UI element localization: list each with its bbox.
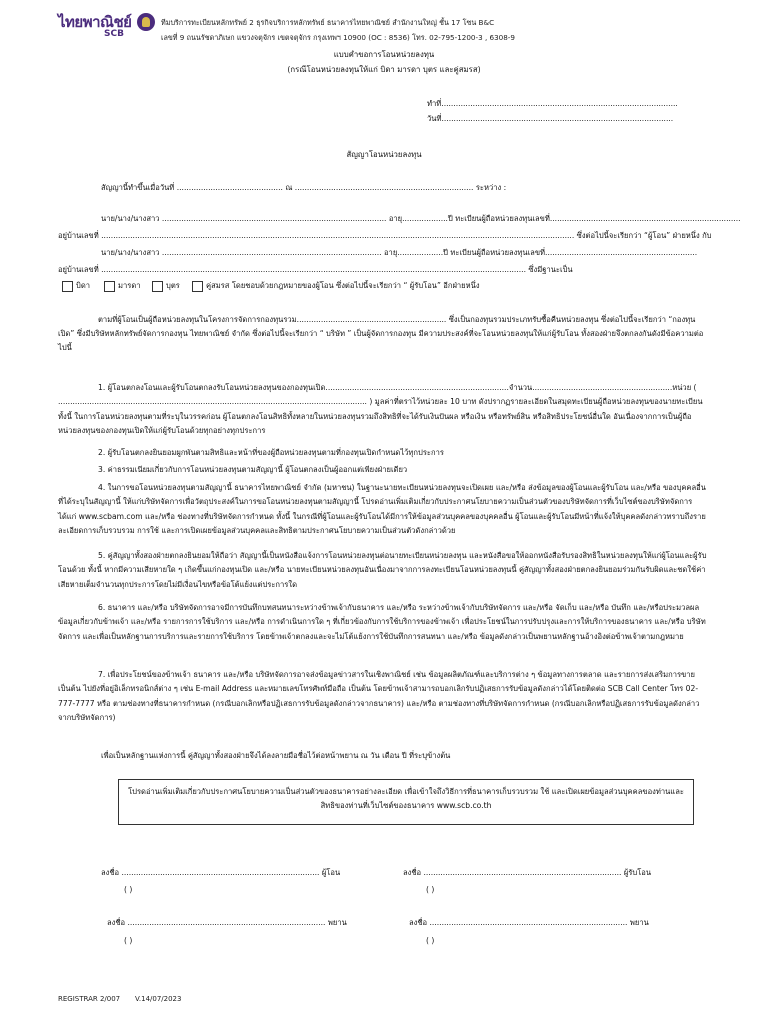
privacy-notice-box: [118, 779, 694, 825]
date-field[interactable]: วันที่................................................................................................: [427, 114, 674, 123]
witness2-signature[interactable]: [409, 918, 649, 927]
form-title: แบบคำขอการโอนหน่วยลงทุน: [333, 50, 435, 59]
scb-emblem-icon: [137, 13, 155, 31]
notice-line1: โปรดอ่านเพิ่มเติมเกี่ยวกับประกาศนโยบายความเป็นส่วนตัวของธนาคารอย่างละเอียด เพื่อเข้าใจถึงวิธีการที่ธนาคารเก็บรวบรวม ใช้ และเปิดเผยข้อมูลส่วนบุคคลของท่านและ: [128, 787, 684, 796]
form-code: REGISTRAR 2/007: [58, 995, 121, 1003]
sign-label: ลงชื่อ: [403, 868, 422, 877]
clause-3: 3. ค่าธรรมเนียมเกี่ยวกับการโอนหน่วยลงทุนตามสัญญานี้ ผู้โอนตกลงเป็นผู้ออกแต่เพียงฝ่ายเดียว: [98, 465, 408, 474]
transferee-name-paren[interactable]: ( ): [426, 885, 435, 894]
logo-text: ไทยพาณิชย์: [58, 13, 132, 31]
form-subtitle: (กรณีโอนหน่วยลงทุนให้แก่ บิดา มารดา บุตร และคู่สมรส): [287, 65, 481, 74]
section-title: สัญญาโอนหน่วยลงทุน: [346, 150, 422, 159]
transferee-name-line[interactable]: นาย/นาง/นางสาว ........................................................................................... อายุ...................ปี ทะเบียนผู้ถือหน่วยลงทุนเลขที่...............................................................: [101, 248, 698, 257]
clause-7: 7. เพื่อประโยชน์ของข้าพเจ้า ธนาคาร และ/หรือ บริษัทจัดการอาจส่งข้อมูลข่าวสารในเชิงพาณิชย์ เช่น ข้อมูลผลิตภัณฑ์และบริการต่าง ๆ ข้อมูลทางการตลาด และรายการส่งเสริมการขาย เป็นต้น ไปยังที่อยู่อิเล็กทรอนิกส์ต่าง ๆ เช่น E-mail Address และหมายเลขโทรศัพท์มือถือ เป็นต้น โดยข้าพเจ้าสามารถบอกเลิกรับปฏิเสธการรับข้อมูลดังกล่าวได้โดยติดต่อ SCB Call Center โทร 02-777-7777 หรือ ตามช่องทางที่ธนาคารกำหนด (กรณีบอกเลิกหรือปฏิเสธการรับข้อมูลดังกล่าวจากธนาคาร) และ/หรือ ตามช่องทางที่บริษัทจัดการกำหนด (กรณีบอกเลิกหรือปฏิเสธการรับข้อมูลดังกล่าวจากบริษัทจัดการ): [58, 670, 700, 722]
sign-line: ..................................................................................: [429, 918, 628, 927]
clause-6: 6. ธนาคาร และ/หรือ บริษัทจัดการอาจมีการบันทึกบทสนทนาระหว่างข้าพเจ้ากับธนาคาร และ/หรือ ระหว่างข้าพเจ้ากับบริษัทจัดการ และ/หรือ จัดเก็บ และ/หรือ บันทึก และ/หรือประมวลผลข้อมูลเกี่ยวกับข้าพเจ้า และ/หรือ รายการการใช้บริการ และ/หรือ การดำเนินการใด ๆ ที่เกี่ยวข้องกับการใช้บริการของข้าพเจ้า เพื่อประโยชน์ในการปรับปรุงและการให้บริการของธนาคาร และ/หรือ บริษัทจัดการ และเพื่อเป็นหลักฐานการบริการและรายการใช้บริการ โดยข้าพเจ้าตกลงและจะไม่โต้แย้งการใช้บันทึกการสนทนา และ/หรือ ข้อมูลดังกล่าวเป็นพยานหลักฐานอ้างอิงต่อข้าพเจ้าตามกฎหมาย: [58, 603, 706, 641]
transferee-address-line[interactable]: อยู่บ้านเลขที่ ................................................................................................................................................................................ ซึ่งมีฐานะเป็น: [58, 265, 573, 274]
written-at-field[interactable]: ทำที่..................................................................................................: [427, 99, 678, 108]
sign-label: ลงชื่อ: [409, 918, 428, 927]
transferor-name-paren[interactable]: ( ): [124, 885, 133, 894]
transferee-signature[interactable]: [403, 868, 651, 877]
notice-line2: สิทธิของท่านที่เว็บไซต์ของธนาคาร www.scb.co.th: [320, 801, 492, 811]
clause-2: 2. ผู้รับโอนตกลงยินยอมผูกพันตามสิทธิและหน้าที่ของผู้ถือหน่วยลงทุนตามที่กองทุนเปิดกำหนดไว้ทุกประการ: [98, 448, 444, 457]
sign-line: ..................................................................................: [423, 868, 622, 877]
clause-5: 5. คู่สัญญาทั้งสองฝ่ายตกลงยินยอมให้ถือว่า สัญญานี้เป็นหนังสือแจ้งการโอนหน่วยลงทุนต่อนายทะเบียนหน่วยลงทุน และหนังสือขอให้ออกหนังสือรับรองสิทธิในหน่วยลงทุนให้แก่ผู้โอนและผู้รับโอนด้วย ทั้งนี้ หากมีความเสียหายใด ๆ เกิดขึ้นแก่กองทุนเปิด และ/หรือ นายทะเบียนหน่วยลงทุนอันเนื่องมาจากการลงทะเบียนโอนหน่วยลงทุนนี้ คู่สัญญาทั้งสองฝ่ายตกลงยินยอมร่วมกันรับผิดและชดใช้ค่าเสียหายเต็มจำนวนทุกประการโดยไม่มีเงื่อนไขหรือข้อโต้แย้งแต่ประการใด: [58, 551, 707, 589]
witness1-name-paren[interactable]: ( ): [124, 936, 133, 945]
sign-line: ..................................................................................: [127, 918, 326, 927]
label-mother: มารดา: [118, 281, 141, 290]
transferor-signature[interactable]: [101, 868, 340, 877]
logo-sub: SCB: [104, 29, 124, 39]
label-spouse: คู่สมรส โดยชอบด้วยกฎหมายของผู้โอน ซึ่งต่อไปนี้จะเรียกว่า “ ผู้รับโอน” อีกฝ่ายหนึ่ง: [206, 281, 480, 290]
sign-line: ..................................................................................: [121, 868, 320, 877]
label-child: บุตร: [166, 281, 180, 290]
role-transferor: ผู้โอน: [321, 868, 341, 877]
checkbox-father[interactable]: [62, 281, 73, 292]
form-version: V.14/07/2023: [135, 995, 182, 1003]
preamble: ตามที่ผู้โอนเป็นผู้ถือหน่วยลงทุนในโครงการจัดการกองทุนรวม.............................................................. ซึ่งเป็นกองทุนรวมประเภทรับซื้อคืนหน่วยลงทุน ซึ่งต่อไปนี้จะเรียกว่า “กองทุนเปิด” ซึ่งมีบริษัทหลักทรัพย์จัดการกองทุน ไทยพาณิชย์ จำกัด ซึ่งต่อไปนี้จะเรียกว่า “ บริษัท ” เป็นผู้จัดการกองทุน มีความประสงค์ที่จะโอนหน่วยลงทุนให้แก่ผู้รับโอน ทั้งสองฝ่ายจึงตกลงกันดังมีข้อความต่อไปนี้: [58, 315, 704, 352]
role-witness: พยาน: [629, 918, 649, 927]
clause-1: 1. ผู้โอนตกลงโอนและผู้รับโอนตกลงรับโอนหน่วยลงทุนของกองทุนเปิด............................................................................จำนวน..........................................................หน่วย ( ................................................................................................................................ ) มูลค่าที่ตราไว้หน่วยละ 10 บาท ดังปรากฏรายละเอียดในสมุดทะเบียนผู้ถือหน่วยลงทุนของนายทะเบียน ทั้งนี้ ในการโอนหน่วยลงทุนตามที่ระบุในวรรคก่อน ผู้โอนตกลงโอนสิทธิทั้งหลายในหน่วยลงทุนรวมถึงสิทธิที่จะได้รับเงินปันผล หรือเงิน หรือทรัพย์สิน หรือสิทธิประโยชน์อื่นใด อันเนื่องจากการเป็นผู้ถือหน่วยลงทุนของกองทุนเปิดให้แก่ผู้รับโอนด้วยทุกอย่างทุกประการ: [58, 383, 703, 435]
clause-4: 4. ในการขอโอนหน่วยลงทุนตามสัญญานี้ ธนาคารไทยพาณิชย์ จำกัด (มหาชน) ในฐานะนายทะเบียนหน่วยลงทุนจะเปิดเผย และ/หรือ ส่งข้อมูลของผู้โอนและผู้รับโอน และ/หรือ ของบุคคลอื่นที่ได้ระบุในสัญญานี้ ให้แก่บริษัทจัดการเพื่อวัตถุประสงค์ในการขอโอนหน่วยลงทุนตามสัญญานี้ โปรดอ่านเพิ่มเติมเกี่ยวกับประกาศนโยบายความเป็นส่วนตัวของบริษัทจัดการที่เว็บไซต์ของบริษัทจัดการ ได้แก่ www.scbam.com และ/หรือ ช่องทางที่บริษัทจัดการกำหนด ทั้งนี้ ในกรณีที่ผู้โอนและผู้รับโอนได้มีการให้ข้อมูลส่วนบุคคลของบุคคลอื่น ผู้โอนและผู้รับโอนมีหน้าที่แจ้งให้บุคคลดังกล่าวทราบถึงรายละเอียดการเก็บรวบรวม การใช้ และการเปิดเผยข้อมูลส่วนบุคคลและสิทธิตามประกาศนโยบายความเป็นส่วนตัวดังกล่าวด้วย: [58, 483, 706, 535]
transferor-name-line[interactable]: นาย/นาง/นางสาว ............................................................................................. อายุ...................ปี ทะเบียนผู้ถือหน่วยลงทุนเลขที่...............................................................................: [101, 214, 741, 223]
header-line2: เลขที่ 9 ถนนรัชดาภิเษก แขวงจตุจักร เขตจตุจักร กรุงเทพฯ 10900 (OC : 8536) โทร. 02-795-1200-3 , 6308-9: [161, 33, 515, 42]
contract-line[interactable]: สัญญานี้ทำขึ้นเมื่อวันที่ ............................................ ณ .......................................................................... ระหว่าง :: [101, 183, 507, 192]
transferor-address-line[interactable]: อยู่บ้านเลขที่ .................................................................................................................................................................................................... ซึ่งต่อไปนี้จะเรียกว่า “ผู้โอน” ฝ่ายหนึ่ง กับ: [58, 231, 712, 240]
label-father: บิดา: [76, 281, 91, 290]
header-line1: ทีมบริการทะเบียนหลักทรัพย์ 2 ธุรกิจบริการหลักทรัพย์ ธนาคารไทยพาณิชย์ สำนักงานใหญ่ ชั้น 17 โซน B&C: [161, 18, 495, 27]
checkbox-mother[interactable]: [104, 281, 115, 292]
sign-label: ลงชื่อ: [107, 918, 126, 927]
witness1-signature[interactable]: [107, 918, 347, 927]
witness-statement: เพื่อเป็นหลักฐานแห่งการนี้ คู่สัญญาทั้งสองฝ่ายจึงได้ลงลายมือชื่อไว้ต่อหน้าพยาน ณ วัน เดือน ปี ที่ระบุข้างต้น: [101, 751, 451, 760]
role-witness: พยาน: [327, 918, 347, 927]
checkbox-spouse[interactable]: [192, 281, 203, 292]
scb-logo: [58, 13, 156, 41]
sign-label: ลงชื่อ: [101, 868, 120, 877]
role-transferee: ผู้รับโอน: [623, 868, 652, 877]
checkbox-child[interactable]: [152, 281, 163, 292]
witness2-name-paren[interactable]: ( ): [426, 936, 435, 945]
